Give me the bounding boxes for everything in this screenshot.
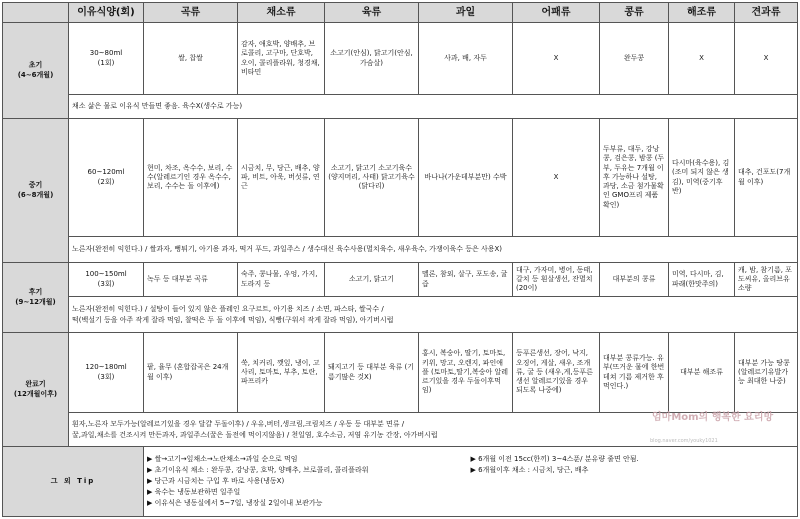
- stage-note: [69, 297, 798, 333]
- stage-late-row: [3, 263, 798, 297]
- stage-amount: [69, 333, 144, 413]
- note-line: 흰자,노른자 모두가능(알레르기있을 경우 달걀 두돌이후) / 우유,버터,생크림,크림치즈 / 우동 등 대부분 면류 /: [72, 420, 405, 428]
- cell-grains: 현미, 차조, 옥수수, 보리, 수수(알레르기인 경우 옥수수, 보리, 수수는 돌 이후에): [144, 119, 238, 237]
- header-grains: 곡류: [144, 3, 238, 23]
- header-seafood: 어패류: [513, 3, 600, 23]
- cell-beans: 두부류, 대두, 강낭콩, 검은콩, 밤콩 (두부, 두유는 7개월 이후 가능하나 설탕, 과당, 소금 첨가물확인 GMO프리 제품 확인): [600, 119, 669, 237]
- tip-item: ▶ 이유식은 냉동실에서 5~7일, 냉장실 2일이내 보관가능: [147, 498, 323, 507]
- tips-label: 그 외 Tip: [3, 447, 144, 517]
- tips-right-column: [471, 454, 795, 508]
- cell-seaweed: 미역, 다시마, 김, 파래(한맛주의): [669, 263, 735, 297]
- amount-times: (3회): [97, 372, 115, 381]
- stage-early-note-row: [3, 95, 798, 119]
- cell-beans: 대부분의 콩류: [600, 263, 669, 297]
- stage-middle-note-row: [3, 237, 798, 263]
- note-line: 채소 삶은 물로 이유식 만들면 좋음. 육수X(생수로 가능): [72, 102, 243, 111]
- cell-nuts: 대추, 건포도(7개월 이후): [735, 119, 798, 237]
- amount-ml: 30~80ml: [89, 49, 123, 58]
- note-line: 노른자(완전히 익힌다.) / 설탕이 들어 있지 않은 플레인 요구르트, 아기용 치즈 / 소면, 파스타, 쌀국수 /: [72, 305, 384, 313]
- stage-months: (4~6개월): [17, 70, 54, 79]
- cell-vegetables: 쑥, 치커리, 깻잎, 냉이, 고사리, 토마토, 부추, 토란, 파프리카: [238, 333, 325, 413]
- amount-ml: 120~180ml: [85, 363, 127, 372]
- watermark-url: blog.naver.com/youky1021: [650, 438, 718, 444]
- cell-grains: 쌀, 찹쌀: [144, 23, 238, 95]
- cell-grains: 팥, 율무 (혼합잡곡은 24개월 이후): [144, 333, 238, 413]
- header-beans: 콩류: [600, 3, 669, 23]
- cell-nuts: X: [735, 23, 798, 95]
- header-corner: [3, 3, 69, 23]
- cell-vegetables: 숙주, 콩나물, 우엉, 가지, 도라지 등: [238, 263, 325, 297]
- note-line: 꿀,과일,채소를 건조시켜 만든과자, 과일주스(꿀은 돌전에 먹이지않음) / 천일염, 호수소금, 저염 유기농 간장, 아가버시럽: [72, 430, 438, 439]
- note-line: 떡(백설기 등을 아주 작게 잘라 먹임, 찰떡은 두 돌 이후에 먹임), 식빵(구워서 작게 잘라 먹임), 아기버시럽: [72, 315, 394, 324]
- cell-fruit: 바나나(가운데부분만) 수박: [419, 119, 513, 237]
- cell-seaweed: X: [669, 23, 735, 95]
- cell-vegetables: 시금치, 무, 당근, 배추, 양파, 비트, 아욱, 버섯류, 연근: [238, 119, 325, 237]
- stage-name: 후기: [28, 288, 43, 297]
- cell-meat: 소고기, 닭고기 소고기육수(양지머리, 사태) 닭고기육수(닭다리): [325, 119, 419, 237]
- cell-meat: 돼지고기 등 대부분 육류 (기름기많은 것X): [325, 333, 419, 413]
- stage-label: [3, 263, 69, 333]
- tips-content: [144, 447, 798, 517]
- note-line: 노른자(완전히 익힌다.) / 쌀과자, 뻥튀기, 아기용 과자, 떡거 푸드, 과일주스 / 생수대신 육수사용(멸치육수, 새우육수, 가쟁이육수 등은 사용X): [72, 245, 502, 254]
- tip-item: ▶ 당근과 시금치는 구입 후 바로 사용(냉동X): [147, 477, 285, 486]
- stage-amount: [69, 119, 144, 237]
- stage-note: [69, 95, 798, 119]
- cell-meat: 소고기, 닭고기: [325, 263, 419, 297]
- stage-early-row: [3, 23, 798, 95]
- stage-late-note-row: [3, 297, 798, 333]
- stage-label: [3, 119, 69, 263]
- cell-seaweed: 다시마(육수용), 김(조미 되지 않은 생 김), 미역(중기후반): [669, 119, 735, 237]
- cell-seafood: X: [513, 23, 600, 95]
- amount-times: (3회): [97, 279, 115, 288]
- cell-seafood: 대구, 가자미, 병어, 동태, 갈치 등 흰살생선, 잔멸치(20이): [513, 263, 600, 297]
- amount-ml: 100~150ml: [85, 270, 127, 279]
- cell-seafood: X: [513, 119, 600, 237]
- stage-name: 중기: [28, 181, 43, 190]
- amount-ml: 60~120ml: [87, 168, 125, 177]
- cell-seafood: 등푸른생선, 장어, 낙지, 오징어, 게살, 새우, 조개류, 굴 등 (새우,게,등푸른생선 알레르기있을 경우 되도록 나중에): [513, 333, 600, 413]
- tips-row: [3, 447, 798, 517]
- watermark-logo: 엄마Mom의 행복한 요리방: [652, 412, 774, 423]
- cell-beans: 완두콩: [600, 23, 669, 95]
- cell-fruit: 멜론, 참외, 살구, 포도송, 귤즙: [419, 263, 513, 297]
- tip-item: ▶ 6개월 이전 15cc(한끼) 3~4스푼/ 분유량 줄면 안됨.: [470, 455, 639, 464]
- amount-times: (1회): [97, 58, 115, 67]
- stage-note: [69, 237, 798, 263]
- cell-fruit: 사과, 배, 자두: [419, 23, 513, 95]
- cell-beans: 대부분 콩류가능. 유부(뜨거운 물에 한번 데쳐 기름 제거한 후 먹인다.): [600, 333, 669, 413]
- tip-item: ▶ 쌀→고기→잎채소→노란채소→과일 순으로 먹임: [147, 455, 298, 464]
- cell-seaweed: 대부분 해조류: [669, 333, 735, 413]
- stage-label: [3, 23, 69, 119]
- stage-name: 초기: [28, 61, 43, 70]
- header-meat: 육류: [325, 3, 419, 23]
- tips-left-column: [147, 454, 471, 508]
- stage-name: 완료기: [25, 380, 46, 389]
- cell-nuts: 캐, 밤, 참기름, 포도씨유, 올리브유 소량: [735, 263, 798, 297]
- stage-middle-row: [3, 119, 798, 237]
- cell-meat: 소고기(안심), 닭고기(안심, 가슴살): [325, 23, 419, 95]
- cell-vegetables: 감자, 애호박, 양배추, 브로콜리, 고구마, 단호박, 오이, 콜리플라워, 청경채, 비타민: [238, 23, 325, 95]
- header-amount: 이유식양(회): [69, 3, 144, 23]
- header-fruit: 과일: [419, 3, 513, 23]
- header-seaweed: 해조류: [669, 3, 735, 23]
- cell-grains: 녹두 등 대부분 곡류: [144, 263, 238, 297]
- stage-months: (6~8개월): [17, 190, 54, 199]
- tip-item: ▶ 초기이유식 채소 : 완두콩, 강낭콩, 호박, 양배추, 브로콜리, 콜리플라워: [147, 466, 369, 475]
- cell-nuts: 대부분 가능 땅콩(알레르기유발가능 최대한 나중): [735, 333, 798, 413]
- stage-amount: [69, 23, 144, 95]
- tip-item: ▶ 6개월이후 채소 : 시금치, 당근, 배추: [470, 466, 589, 475]
- stage-complete-row: [3, 333, 798, 413]
- header-row: [3, 3, 798, 23]
- stage-months: (12개월이후): [13, 389, 58, 398]
- header-vegetables: 채소류: [238, 3, 325, 23]
- stage-months: (9~12개월): [15, 297, 56, 306]
- tip-item: ▶ 육수는 냉동보관하면 일주일: [147, 487, 241, 496]
- stage-amount: [69, 263, 144, 297]
- cell-fruit: 홍시, 복숭아, 딸기, 토마토, 키위, 망고, 오렌지, 파인애플 (토마토,딸기,복숭아 알레르기있을 경우 두돌이후먹임): [419, 333, 513, 413]
- stage-label: [3, 333, 69, 447]
- header-nuts: 견과류: [735, 3, 798, 23]
- amount-times: (2회): [97, 177, 115, 186]
